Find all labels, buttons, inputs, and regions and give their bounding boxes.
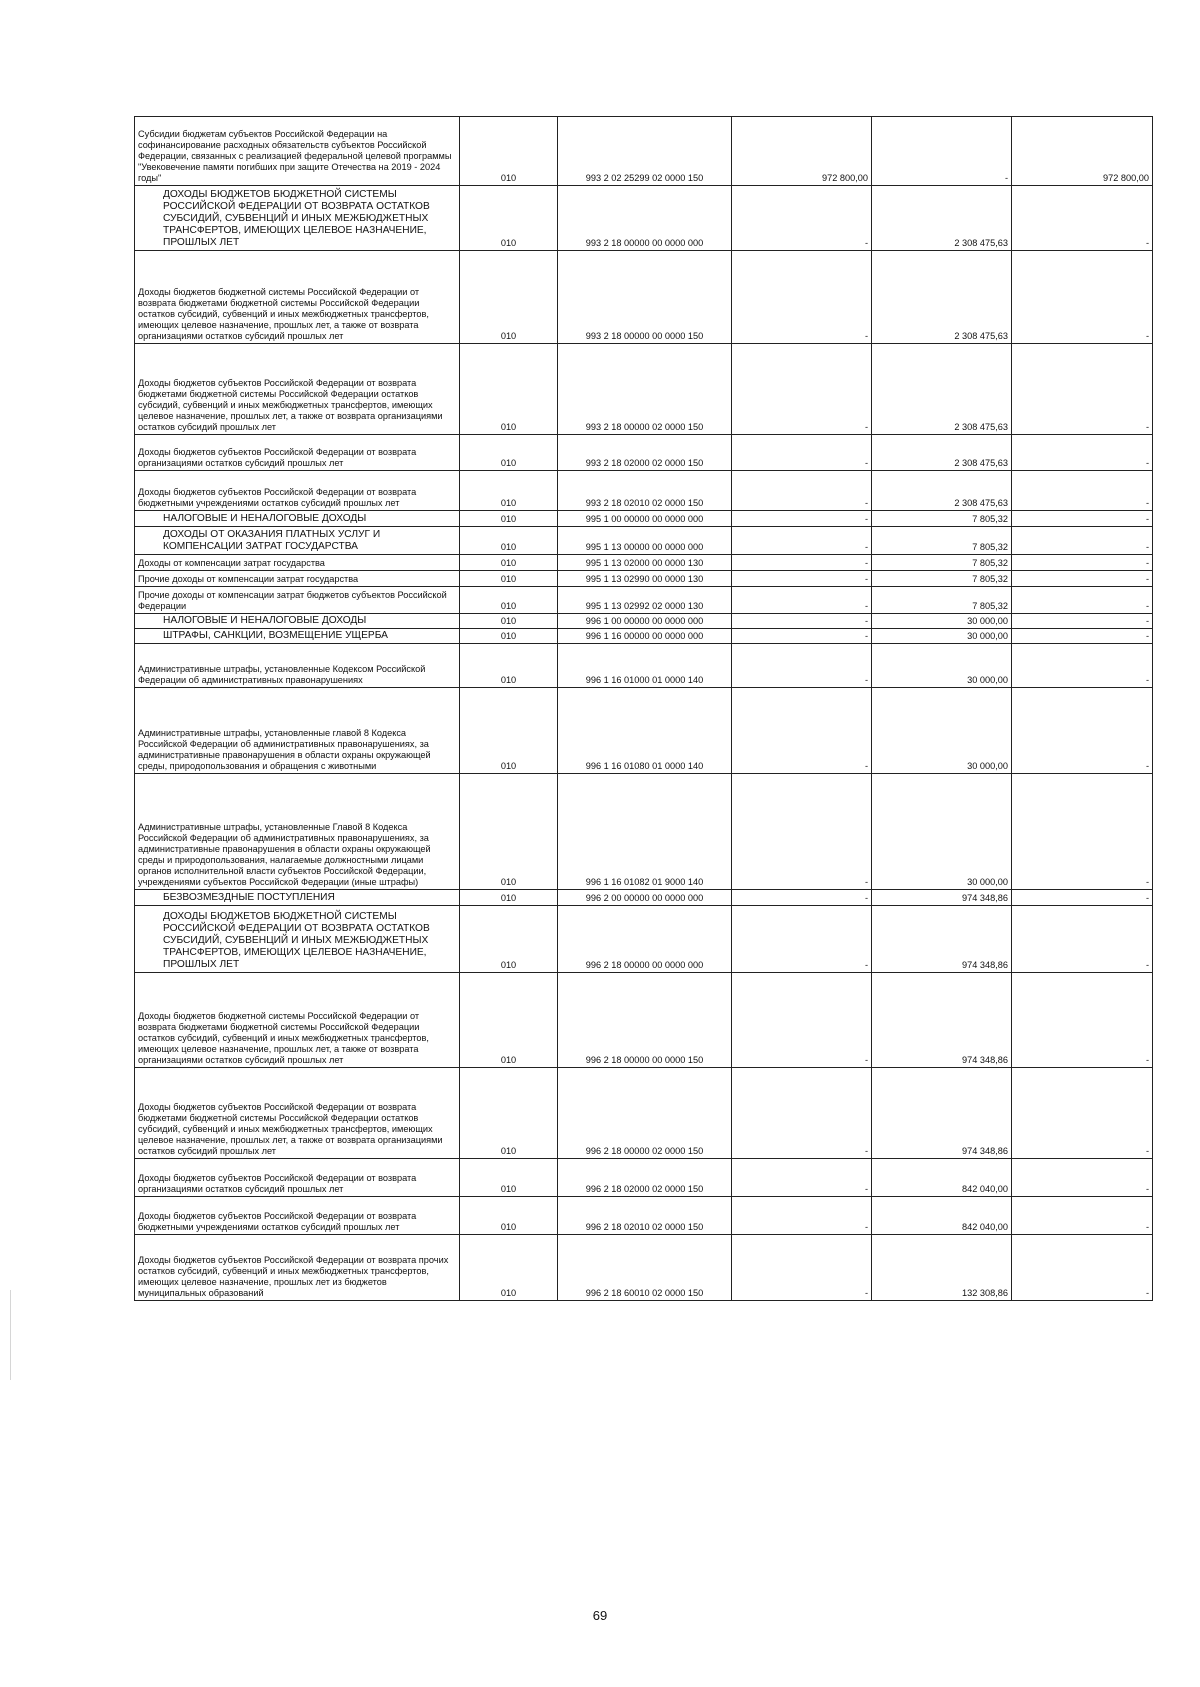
row-line-code: 010: [460, 471, 558, 511]
page-number: 69: [592, 1608, 608, 1623]
row-value-c: -: [1012, 511, 1153, 527]
row-budget-code: 996 1 16 01000 01 0000 140: [558, 644, 732, 688]
row-name: НАЛОГОВЫЕ И НЕНАЛОГОВЫЕ ДОХОДЫ: [135, 511, 460, 527]
row-budget-code: 993 2 18 00000 02 0000 150: [558, 344, 732, 435]
row-line-code: 010: [460, 629, 558, 644]
row-name: Административные штрафы, установленные Кодексом Российской Федерации об административных правонарушениях: [135, 644, 460, 688]
row-budget-code: 996 2 18 00000 00 0000 000: [558, 906, 732, 973]
row-value-a: -: [732, 471, 872, 511]
row-line-code: 010: [460, 587, 558, 614]
row-value-c: -: [1012, 614, 1153, 629]
row-value-a: -: [732, 1159, 872, 1197]
row-line-code: 010: [460, 973, 558, 1068]
row-value-a: -: [732, 644, 872, 688]
table-row: [135, 571, 1153, 587]
row-value-a: -: [732, 587, 872, 614]
row-value-a: -: [732, 511, 872, 527]
row-name: Доходы бюджетов субъектов Российской Федерации от возврата организациями остатков субсидий прошлых лет: [135, 1159, 460, 1197]
row-name: ДОХОДЫ БЮДЖЕТОВ БЮДЖЕТНОЙ СИСТЕМЫ РОССИЙСКОЙ ФЕДЕРАЦИИ ОТ ВОЗВРАТА ОСТАТКОВ СУБСИДИЙ, СУБВЕНЦИЙ И ИНЫХ МЕЖБЮДЖЕТНЫХ ТРАНСФЕРТОВ, ИМЕЮЩИХ ЦЕЛЕВОЕ НАЗНАЧЕНИЕ, ПРОШЛЫХ ЛЕТ: [135, 906, 460, 973]
row-value-c: -: [1012, 644, 1153, 688]
table-row: [135, 890, 1153, 906]
row-value-c: -: [1012, 973, 1153, 1068]
row-value-a: -: [732, 251, 872, 344]
row-value-b: 842 040,00: [872, 1159, 1012, 1197]
row-budget-code: 993 2 18 00000 00 0000 150: [558, 251, 732, 344]
row-line-code: 010: [460, 344, 558, 435]
row-line-code: 010: [460, 555, 558, 571]
row-line-code: 010: [460, 1235, 558, 1301]
row-value-b: 7 805,32: [872, 555, 1012, 571]
row-value-c: -: [1012, 1235, 1153, 1301]
row-value-c: -: [1012, 688, 1153, 774]
row-value-a: -: [732, 614, 872, 629]
row-line-code: 010: [460, 251, 558, 344]
row-value-b: 132 308,86: [872, 1235, 1012, 1301]
row-budget-code: 993 2 18 02000 02 0000 150: [558, 435, 732, 471]
row-name: Административные штрафы, установленные Главой 8 Кодекса Российской Федерации об административных правонарушениях, за административные правонарушения в области охраны окружающей среды и природопользования, налагаемые должностными лицами органов исполнительной власти субъектов Российской Федерации, учреждениями субъектов Российской Федерации (иные штрафы): [135, 774, 460, 890]
row-value-a: -: [732, 1235, 872, 1301]
table-row: [135, 527, 1153, 555]
row-line-code: 010: [460, 527, 558, 555]
row-line-code: 010: [460, 774, 558, 890]
row-value-a: -: [732, 906, 872, 973]
row-value-c: -: [1012, 555, 1153, 571]
row-value-a: -: [732, 571, 872, 587]
row-name: Доходы бюджетов субъектов Российской Федерации от возврата бюджетными учреждениями остатков субсидий прошлых лет: [135, 471, 460, 511]
row-line-code: 010: [460, 1197, 558, 1235]
row-value-c: -: [1012, 471, 1153, 511]
row-value-b: 7 805,32: [872, 587, 1012, 614]
table-row: [135, 906, 1153, 973]
budget-report-sheet: [134, 116, 1152, 1301]
row-value-b: 2 308 475,63: [872, 471, 1012, 511]
table-row: [135, 1068, 1153, 1159]
row-line-code: 010: [460, 511, 558, 527]
row-value-c: -: [1012, 1068, 1153, 1159]
row-name: Прочие доходы от компенсации затрат бюджетов субъектов Российской Федерации: [135, 587, 460, 614]
row-name: БЕЗВОЗМЕЗДНЫЕ ПОСТУПЛЕНИЯ: [135, 890, 460, 906]
row-name: ДОХОДЫ БЮДЖЕТОВ БЮДЖЕТНОЙ СИСТЕМЫ РОССИЙСКОЙ ФЕДЕРАЦИИ ОТ ВОЗВРАТА ОСТАТКОВ СУБСИДИЙ, СУБВЕНЦИЙ И ИНЫХ МЕЖБЮДЖЕТНЫХ ТРАНСФЕРТОВ, ИМЕЮЩИХ ЦЕЛЕВОЕ НАЗНАЧЕНИЕ, ПРОШЛЫХ ЛЕТ: [135, 186, 460, 251]
row-budget-code: 995 1 13 02992 02 0000 130: [558, 587, 732, 614]
row-line-code: 010: [460, 1159, 558, 1197]
row-value-a: -: [732, 344, 872, 435]
row-value-a: -: [732, 774, 872, 890]
row-value-c: -: [1012, 890, 1153, 906]
row-value-a: -: [732, 1197, 872, 1235]
row-value-c: -: [1012, 435, 1153, 471]
row-value-b: 2 308 475,63: [872, 251, 1012, 344]
row-value-a: -: [732, 973, 872, 1068]
row-name: Доходы бюджетов субъектов Российской Федерации от возврата прочих остатков субсидий, субвенций и иных межбюджетных трансфертов, имеющих целевое назначение, прошлых лет из бюджетов муниципальных образований: [135, 1235, 460, 1301]
row-value-c: -: [1012, 527, 1153, 555]
row-budget-code: 993 2 02 25299 02 0000 150: [558, 117, 732, 186]
table-row: [135, 1159, 1153, 1197]
row-budget-code: 996 1 16 01082 01 9000 140: [558, 774, 732, 890]
row-budget-code: 996 2 18 00000 02 0000 150: [558, 1068, 732, 1159]
row-value-b: 7 805,32: [872, 527, 1012, 555]
row-name: Доходы от компенсации затрат государства: [135, 555, 460, 571]
row-value-b: 2 308 475,63: [872, 435, 1012, 471]
row-line-code: 010: [460, 644, 558, 688]
table-row: [135, 629, 1153, 644]
row-budget-code: 996 1 00 00000 00 0000 000: [558, 614, 732, 629]
row-value-b: 30 000,00: [872, 688, 1012, 774]
row-value-b: 30 000,00: [872, 774, 1012, 890]
row-budget-code: 995 1 13 02990 00 0000 130: [558, 571, 732, 587]
row-value-a: -: [732, 435, 872, 471]
row-budget-code: 993 2 18 00000 00 0000 000: [558, 186, 732, 251]
row-value-c: -: [1012, 774, 1153, 890]
row-line-code: 010: [460, 117, 558, 186]
row-budget-code: 996 2 18 60010 02 0000 150: [558, 1235, 732, 1301]
row-value-c: -: [1012, 1159, 1153, 1197]
row-name: Прочие доходы от компенсации затрат государства: [135, 571, 460, 587]
row-value-a: -: [732, 629, 872, 644]
row-line-code: 010: [460, 1068, 558, 1159]
row-value-a: -: [732, 890, 872, 906]
row-value-c: -: [1012, 629, 1153, 644]
row-name: Доходы бюджетов субъектов Российской Федерации от возврата бюджетами бюджетной системы Российской Федерации остатков субсидий, субвенций и иных межбюджетных трансфертов, имеющих целевое назначение, прошлых лет, а также от возврата организациями остатков субсидий прошлых лет: [135, 1068, 460, 1159]
row-value-c: 972 800,00: [1012, 117, 1153, 186]
row-value-a: -: [732, 1068, 872, 1159]
row-value-b: -: [872, 117, 1012, 186]
table-row: [135, 614, 1153, 629]
row-budget-code: 996 2 00 00000 00 0000 000: [558, 890, 732, 906]
row-value-b: 974 348,86: [872, 906, 1012, 973]
table-row: [135, 774, 1153, 890]
row-value-b: 974 348,86: [872, 890, 1012, 906]
table-row: [135, 435, 1153, 471]
row-value-c: -: [1012, 906, 1153, 973]
row-line-code: 010: [460, 435, 558, 471]
row-budget-code: 996 1 16 00000 00 0000 000: [558, 629, 732, 644]
table-row: [135, 251, 1153, 344]
row-name: Доходы бюджетов субъектов Российской Федерации от возврата организациями остатков субсидий прошлых лет: [135, 435, 460, 471]
row-name: Субсидии бюджетам субъектов Российской Федерации на софинансирование расходных обязательств субъектов Российской Федерации, связанных с реализацией федеральной целевой программы "Увековечение памяти погибших при защите Отечества на 2019 - 2024 годы": [135, 117, 460, 186]
row-line-code: 010: [460, 186, 558, 251]
row-name: НАЛОГОВЫЕ И НЕНАЛОГОВЫЕ ДОХОДЫ: [135, 614, 460, 629]
table-row: [135, 471, 1153, 511]
row-value-b: 30 000,00: [872, 614, 1012, 629]
table-row: [135, 1235, 1153, 1301]
row-budget-code: 996 1 16 01080 01 0000 140: [558, 688, 732, 774]
row-value-b: 30 000,00: [872, 644, 1012, 688]
row-value-c: -: [1012, 344, 1153, 435]
row-line-code: 010: [460, 614, 558, 629]
row-line-code: 010: [460, 688, 558, 774]
row-value-b: 842 040,00: [872, 1197, 1012, 1235]
row-line-code: 010: [460, 890, 558, 906]
table-row: [135, 688, 1153, 774]
row-line-code: 010: [460, 906, 558, 973]
table-row: [135, 1197, 1153, 1235]
row-value-a: -: [732, 527, 872, 555]
table-row: [135, 344, 1153, 435]
revenue-table: [134, 116, 1153, 1301]
row-name: Доходы бюджетов субъектов Российской Федерации от возврата бюджетами бюджетной системы Российской Федерации остатков субсидий, субвенций и иных межбюджетных трансфертов, имеющих целевое назначение, прошлых лет, а также от возврата организациями остатков субсидий прошлых лет: [135, 344, 460, 435]
row-name: ДОХОДЫ ОТ ОКАЗАНИЯ ПЛАТНЫХ УСЛУГ И КОМПЕНСАЦИИ ЗАТРАТ ГОСУДАРСТВА: [135, 527, 460, 555]
table-row: [135, 973, 1153, 1068]
row-value-a: -: [732, 555, 872, 571]
row-name: Административные штрафы, установленные главой 8 Кодекса Российской Федерации об административных правонарушениях, за административные правонарушения в области охраны окружающей среды, природопользования и обращения с животными: [135, 688, 460, 774]
row-budget-code: 996 2 18 00000 00 0000 150: [558, 973, 732, 1068]
row-value-b: 974 348,86: [872, 973, 1012, 1068]
row-budget-code: 995 1 13 00000 00 0000 000: [558, 527, 732, 555]
row-value-b: 2 308 475,63: [872, 344, 1012, 435]
row-budget-code: 996 2 18 02000 02 0000 150: [558, 1159, 732, 1197]
row-value-c: -: [1012, 587, 1153, 614]
row-value-b: 974 348,86: [872, 1068, 1012, 1159]
row-line-code: 010: [460, 571, 558, 587]
row-value-c: -: [1012, 571, 1153, 587]
row-value-b: 2 308 475,63: [872, 186, 1012, 251]
row-budget-code: 993 2 18 02010 02 0000 150: [558, 471, 732, 511]
table-row: [135, 511, 1153, 527]
row-budget-code: 995 1 00 00000 00 0000 000: [558, 511, 732, 527]
table-row: [135, 644, 1153, 688]
table-row: [135, 555, 1153, 571]
row-value-c: -: [1012, 1197, 1153, 1235]
row-value-a: -: [732, 688, 872, 774]
row-name: Доходы бюджетов бюджетной системы Российской Федерации от возврата бюджетами бюджетной системы Российской Федерации остатков субсидий, субвенций и иных межбюджетных трансфертов, имеющих целевое назначение, прошлых лет, а также от возврата организациями остатков субсидий прошлых лет: [135, 251, 460, 344]
row-name: ШТРАФЫ, САНКЦИИ, ВОЗМЕЩЕНИЕ УЩЕРБА: [135, 629, 460, 644]
row-value-c: -: [1012, 186, 1153, 251]
row-value-b: 30 000,00: [872, 629, 1012, 644]
row-value-b: 7 805,32: [872, 511, 1012, 527]
table-row: [135, 587, 1153, 614]
table-row: [135, 186, 1153, 251]
row-value-c: -: [1012, 251, 1153, 344]
row-value-b: 7 805,32: [872, 571, 1012, 587]
row-budget-code: 996 2 18 02010 02 0000 150: [558, 1197, 732, 1235]
row-name: Доходы бюджетов субъектов Российской Федерации от возврата бюджетными учреждениями остатков субсидий прошлых лет: [135, 1197, 460, 1235]
table-row: [135, 117, 1153, 186]
row-name: Доходы бюджетов бюджетной системы Российской Федерации от возврата бюджетами бюджетной системы Российской Федерации остатков субсидий, субвенций и иных межбюджетных трансфертов, имеющих целевое назначение, прошлых лет, а также от возврата организациями остатков субсидий прошлых лет: [135, 973, 460, 1068]
row-budget-code: 995 1 13 02000 00 0000 130: [558, 555, 732, 571]
scan-margin-line: [10, 1290, 11, 1380]
row-value-a: -: [732, 186, 872, 251]
row-value-a: 972 800,00: [732, 117, 872, 186]
